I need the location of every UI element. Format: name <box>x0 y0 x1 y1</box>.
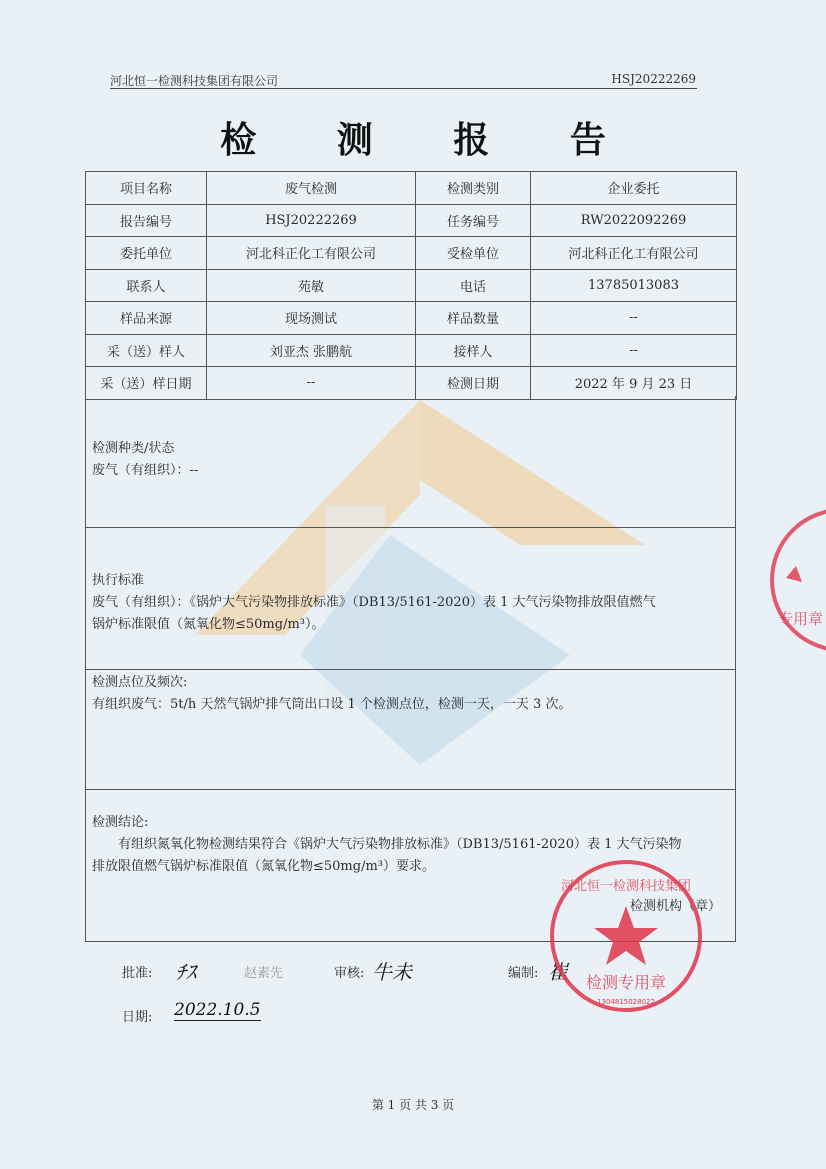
field-value: -- <box>531 302 737 335</box>
table-row <box>86 367 737 400</box>
section-text: 有组织氮氧化物检测结果符合《锅炉大气污染物排放标准》（DB13/5161-2020）表 1 大气污染物 <box>118 837 682 852</box>
date-label: 日期: <box>122 1010 153 1025</box>
field-value: 河北科正化工有限公司 <box>531 237 737 270</box>
page-number: 第 1 页 共 3 页 <box>371 1098 455 1112</box>
field-label: 项目名称 <box>86 172 207 205</box>
field-label: 采（送）样人 <box>86 334 207 367</box>
section-heading: 检测种类/状态 <box>92 441 175 456</box>
svg-text:专用章: 专用章 <box>778 610 824 628</box>
section-text: 有组织废气：5t/h 天然气锅炉排气筒出口设 1 个检测点位，检测一天，一天 3 次。 <box>92 697 572 712</box>
compile-signature: 崔 <box>548 960 568 984</box>
field-value: 现场测试 <box>207 302 416 335</box>
field-label: 检测日期 <box>416 367 531 400</box>
field-label: 受检单位 <box>416 237 531 270</box>
field-value: 河北科正化工有限公司 <box>207 237 416 270</box>
field-label: 任务编号 <box>416 204 531 237</box>
table-row <box>86 302 737 335</box>
field-value: 13785013083 <box>531 269 737 302</box>
field-label: 电话 <box>416 269 531 302</box>
field-label: 样品来源 <box>86 302 207 335</box>
field-value: 苑敏 <box>207 269 416 302</box>
approve-signature: ﾁｽ <box>176 960 196 984</box>
field-label: 采（送）样日期 <box>86 367 207 400</box>
field-value: HSJ20222269 <box>207 204 416 237</box>
section-heading: 检测点位及频次: <box>92 675 188 690</box>
field-label: 接样人 <box>416 334 531 367</box>
field-value: 刘亚杰 张鹏航 <box>207 334 416 367</box>
approve-label: 批准: <box>122 966 153 981</box>
section-points <box>85 670 736 790</box>
section-test-type <box>85 396 736 528</box>
header-company: 河北恒一检测科技集团有限公司 <box>110 74 279 88</box>
official-stamp <box>548 858 704 1014</box>
section-text: 废气（有组织）：-- <box>92 463 199 478</box>
svg-text:河北恒一检测科技集团: 河北恒一检测科技集团 <box>560 879 692 894</box>
edge-stamp <box>768 506 826 654</box>
table-row <box>86 269 737 302</box>
header-divider <box>110 88 697 89</box>
field-label: 样品数量 <box>416 302 531 335</box>
section-standard <box>85 528 736 670</box>
review-signature: 牛未 <box>372 960 412 984</box>
review-label: 审核: <box>334 966 365 981</box>
field-value: -- <box>207 367 416 400</box>
table-row <box>86 334 737 367</box>
table-row <box>86 172 737 205</box>
date-signature: 2022.10.5 <box>174 1000 261 1020</box>
page-title: 检 测 报 告 <box>220 120 640 161</box>
svg-text:1304815028022: 1304815028022 <box>597 998 655 1006</box>
header-report-no: HSJ20222269 <box>611 72 696 86</box>
org-seal-label: 检测机构（章） <box>629 899 721 914</box>
section-text: 锅炉标准限值（氮氧化物≤50mg/m³）。 <box>92 617 325 632</box>
field-value: 废气检测 <box>207 172 416 205</box>
section-text: 废气（有组织）：《锅炉大气污染物排放标准》（DB13/5161-2020）表 1 大气污染物排放限值燃气 <box>92 595 656 610</box>
table-row <box>86 204 737 237</box>
svg-text:检测专用章: 检测专用章 <box>585 973 667 992</box>
field-value: 2022 年 9 月 23 日 <box>531 367 737 400</box>
section-heading: 检测结论: <box>92 815 149 830</box>
table-row <box>86 237 737 270</box>
field-label: 联系人 <box>86 269 207 302</box>
field-label: 报告编号 <box>86 204 207 237</box>
field-label: 委托单位 <box>86 237 207 270</box>
approve-name: 赵素先 <box>244 966 284 981</box>
section-heading: 执行标准 <box>92 573 145 588</box>
field-value: -- <box>531 334 737 367</box>
info-table <box>85 171 737 400</box>
field-value: 企业委托 <box>531 172 737 205</box>
field-value: RW2022092269 <box>531 204 737 237</box>
compile-label: 编制: <box>508 966 539 981</box>
field-label: 检测类别 <box>416 172 531 205</box>
section-text: 排放限值燃气锅炉标准限值（氮氧化物≤50mg/m³）要求。 <box>92 859 436 874</box>
